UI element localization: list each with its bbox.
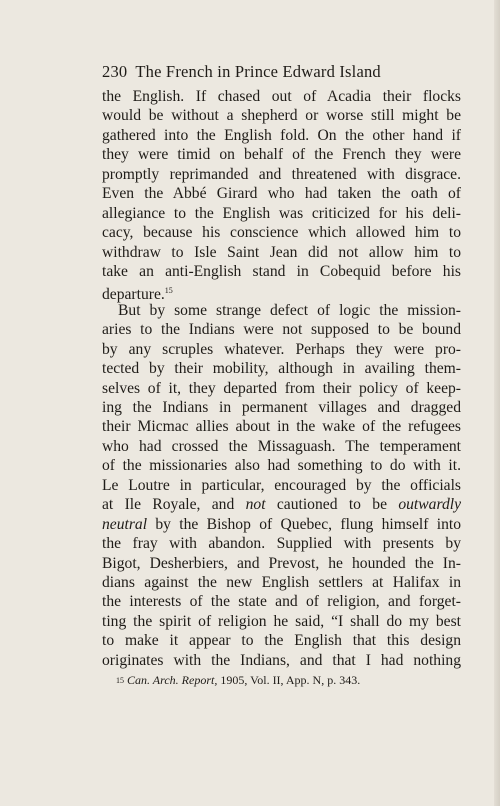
footnote-source: Can. Arch. Report, [127,673,218,687]
text-line: Le Loutre in particular, encouraged by the officials [102,476,461,494]
text-line [102,515,461,534]
text-line: Bigot, Desherbiers, and Prevost, he hounded the In- [102,554,461,572]
italic-text: not [245,496,266,514]
text-line: the interests of the state and of religion, and forget- [102,593,461,611]
italic-text: outwardly [398,496,461,514]
text-line: would be without a shepherd or worse still might be [102,107,461,125]
text-line: ing the Indians in permanent villages and dragged [102,399,461,416]
running-header [102,62,420,82]
text-line: Even the Abbé Girard who had taken the oath of [102,185,461,203]
running-title: The French in Prince Edward Island [135,62,381,81]
body-text [102,87,461,670]
footnote-number: 15 [116,676,124,685]
text-line: of the missionaries also had something to do with it. [102,457,461,475]
text-line [102,495,461,514]
text-line: cacy, because his conscience which allowed him to [102,224,461,242]
text-line: gathered into the English fold. On the other hand if [102,126,461,144]
text-fragment: by the Bishop of Quebec, flung himself into [147,515,461,533]
text-line: But by some strange defect of logic the mission- [118,301,461,319]
text-line: the fray with abandon. Supplied with presents by [102,535,461,553]
text-fragment: departure. [102,286,165,304]
italic-text: neutral [102,515,148,533]
page-number: 230 [102,62,128,81]
text-line: who had crossed the Missaguash. The temperament [102,437,461,455]
text-line: dians against the new English settlers at Halifax in [102,573,461,591]
text-line: promptly reprimanded and threatened with disgrace. [102,165,461,183]
page-edge [494,0,500,806]
text-line: withdraw to Isle Saint Jean did not allow him to [102,243,461,261]
text-fragment: at Ile Royale, and [102,496,246,514]
text-line: to make it appear to the English that this design [102,632,461,650]
text-line: tected by their mobility, although in availing them- [102,360,461,378]
text-line: selves of it, they departed from their policy of keep- [102,379,461,397]
text-line: aries to the Indians were not supposed to be bound [102,321,461,339]
footnote [116,673,436,688]
text-line [102,281,461,304]
text-line: they were timid on behalf of the French they were [102,146,461,164]
text-fragment: cautioned to be [265,496,399,514]
text-line: originates with the Indians, and that I had nothing [102,651,461,669]
text-line: the English. If chased out of Acadia their flocks [102,88,461,105]
footnote-detail: 1905, Vol. II, App. N, p. 343. [217,673,361,687]
text-line: allegiance to the English was criticized for his deli- [102,204,461,222]
text-line: by any scruples whatever. Perhaps they were pro- [102,340,461,358]
footnote-reference: 15 [164,286,173,296]
text-line: their Micmac allies about in the wake of the refugees [102,418,461,436]
text-line: take an anti-English stand in Cobequid before his [102,262,461,280]
text-line: ting the spirit of religion he said, “I shall do my best [102,612,461,630]
